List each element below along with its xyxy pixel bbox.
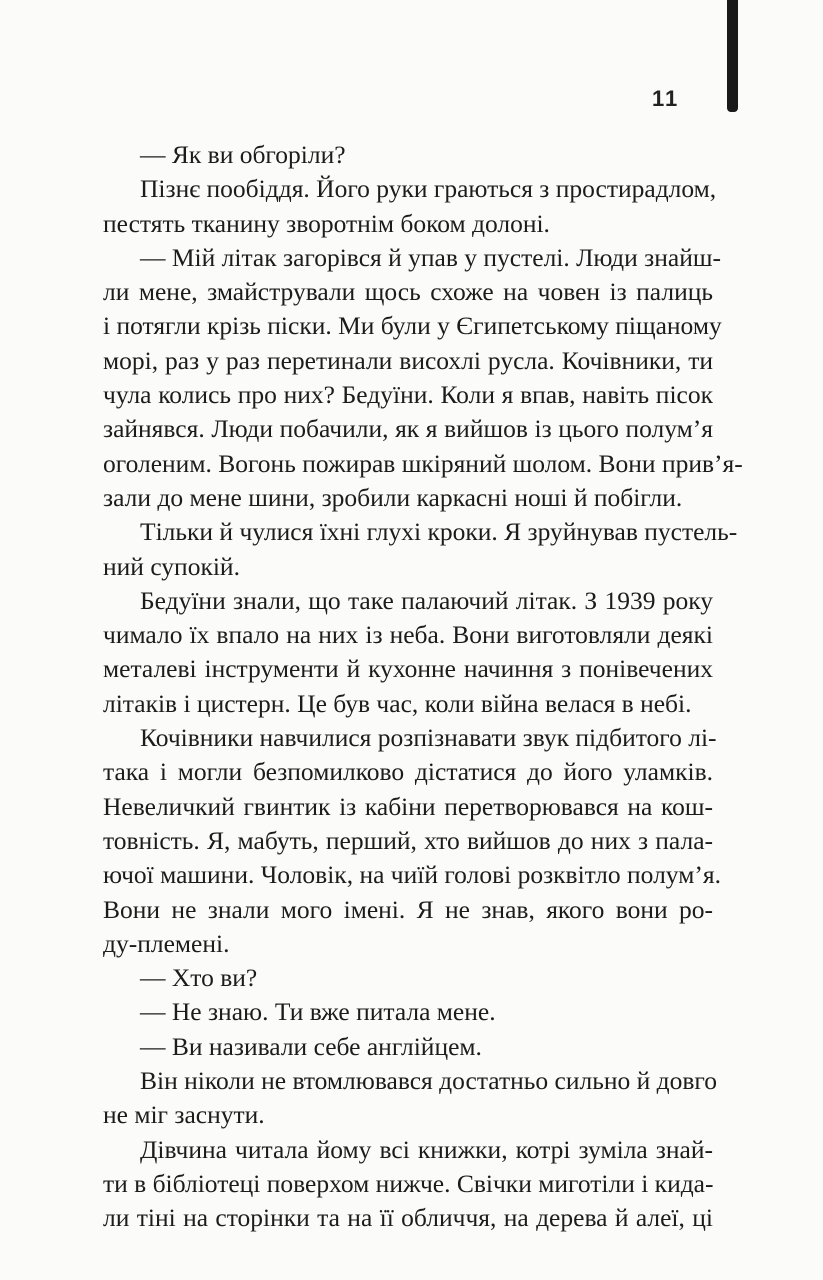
text-line: Невеличкий гвинтик із кабіни перетворювався на кош- bbox=[103, 791, 713, 821]
text-line: — Не знаю. Ти вже питала мене. bbox=[140, 997, 496, 1027]
text-line: ду-племені. bbox=[103, 928, 230, 958]
text-line: оголеним. Вогонь пожирав шкіряний шолом. Вони прив’я- bbox=[103, 448, 743, 478]
text-line: товність. Я, мабуть, перший, хто вийшов до них з пала- bbox=[103, 825, 713, 855]
text-line: ючої машини. Чоловік, на чиїй голові розквітло полум’я. bbox=[103, 860, 721, 890]
text-line: така і могли безпомилково дістатися до його уламків. bbox=[103, 757, 713, 787]
text-line: ти в бібліотеці поверхом нижче. Свічки миготіли і кида- bbox=[103, 1168, 714, 1198]
text-line: Дівчина читала йому всі книжки, котрі зуміла знай- bbox=[140, 1134, 713, 1164]
text-line: ли тіні на сторінки та на її обличчя, на дерева й алеї, ці bbox=[103, 1203, 713, 1233]
text-line: ний супокій. bbox=[103, 551, 240, 581]
text-line: — Ви називали себе англійцем. bbox=[140, 1031, 482, 1061]
text-line: Тільки й чулися їхні глухі кроки. Я зруйнував пустель- bbox=[140, 517, 738, 547]
text-line: Він ніколи не втомлювався достатньо сильно й довго bbox=[140, 1066, 717, 1096]
text-line: не міг заснути. bbox=[103, 1100, 265, 1130]
text-line: зали до мене шини, зробили каркасні ноші й побігли. bbox=[103, 482, 683, 512]
text-line: літаків і цистерн. Це був час, коли війна велася в небі. bbox=[103, 688, 692, 718]
text-line: чимало їх впало на них із неба. Вони виготовляли деякі bbox=[103, 620, 713, 650]
text-line: Кочівники навчилися розпізнавати звук підбитого лі- bbox=[140, 723, 717, 753]
text-line: металеві інструменти й кухонне начиння з понівечених bbox=[103, 654, 713, 684]
book-spine-shadow bbox=[727, 0, 738, 112]
page-number: 11 bbox=[652, 86, 680, 111]
text-line: і потягли крізь піски. Ми були у Єгипетському піщаному bbox=[103, 311, 722, 341]
text-line: ли мене, змайстрували щось схоже на човен із палиць bbox=[103, 277, 713, 307]
body-text bbox=[103, 138, 743, 1236]
text-line: пестять тканину зворотнім боком долоні. bbox=[103, 208, 550, 238]
text-line: Вони не знали мого імені. Я не знав, якого вони ро- bbox=[103, 894, 713, 924]
text-line: морі, раз у раз перетинали висохлі русла. Кочівники, ти bbox=[103, 345, 713, 375]
text-line: — Хто ви? bbox=[140, 963, 258, 993]
text-line: чула колись про них? Бедуїни. Коли я впав, навіть пісок bbox=[103, 380, 713, 410]
text-line: Пізнє пообіддя. Його руки граються з простирадлом, bbox=[140, 174, 717, 204]
text-line: — Мій літак загорівся й упав у пустелі. Люди знайш- bbox=[140, 242, 721, 272]
text-line: Бедуїни знали, що таке палаючий літак. З 1939 року bbox=[140, 585, 713, 615]
text-line: зайнявся. Люди побачили, як я вийшов із цього полум’я bbox=[103, 414, 713, 444]
text-line: — Як ви обгоріли? bbox=[140, 140, 346, 169]
